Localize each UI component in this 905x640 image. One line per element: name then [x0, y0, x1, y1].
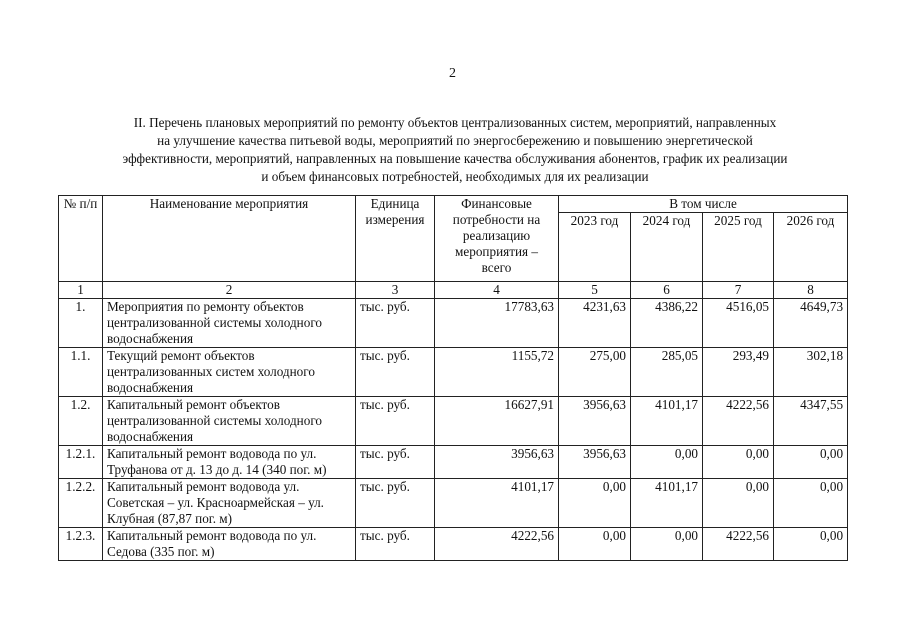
- total-amount: 1155,72: [435, 348, 559, 397]
- activities-table: [58, 195, 848, 561]
- amount-2025: 4222,56: [703, 528, 774, 561]
- header-unit: Единица измерения: [356, 196, 435, 282]
- page-number: 2: [449, 66, 456, 81]
- amount-2026: 302,18: [774, 348, 848, 397]
- row-number: 1.2.: [59, 397, 103, 446]
- amount-2023: 3956,63: [559, 397, 631, 446]
- unit: тыс. руб.: [356, 446, 435, 479]
- amount-2024: 4101,17: [631, 479, 703, 528]
- amount-2023: 0,00: [559, 479, 631, 528]
- table-row: [59, 299, 848, 348]
- activity-name: Текущий ремонт объектов централизованных систем холодного водоснабжения: [103, 348, 356, 397]
- heading-line: на улучшение качества питьевой воды, мероприятий по энергосбережению и повышению энергетической: [157, 133, 753, 148]
- heading-line: и объем финансовых потребностей, необходимых для их реализации: [261, 169, 649, 184]
- total-amount: 17783,63: [435, 299, 559, 348]
- table-row: [59, 397, 848, 446]
- column-number: 7: [703, 282, 774, 299]
- activity-name: Капитальный ремонт водовода ул. Советская – ул. Красноармейская – ул. Клубная (87,87 пог. м): [103, 479, 356, 528]
- column-number: 5: [559, 282, 631, 299]
- section-heading: [60, 114, 850, 186]
- table-row: [59, 528, 848, 561]
- unit: тыс. руб.: [356, 299, 435, 348]
- amount-2024: 285,05: [631, 348, 703, 397]
- header-finance: Финансовые потребности на реализацию мероприятия – всего: [435, 196, 559, 282]
- heading-line: II. Перечень плановых мероприятий по ремонту объектов централизованных систем, мероприятий, направленных: [133, 115, 777, 130]
- unit: тыс. руб.: [356, 479, 435, 528]
- total-amount: 3956,63: [435, 446, 559, 479]
- amount-2026: 0,00: [774, 528, 848, 561]
- amount-2026: 0,00: [774, 479, 848, 528]
- row-number: 1.2.3.: [59, 528, 103, 561]
- amount-2026: 4347,55: [774, 397, 848, 446]
- header-including: В том числе: [559, 196, 848, 213]
- amount-2024: 0,00: [631, 446, 703, 479]
- amount-2025: 0,00: [703, 479, 774, 528]
- column-number: 8: [774, 282, 848, 299]
- amount-2023: 4231,63: [559, 299, 631, 348]
- amount-2024: 0,00: [631, 528, 703, 561]
- unit: тыс. руб.: [356, 348, 435, 397]
- amount-2025: 4516,05: [703, 299, 774, 348]
- row-number: 1.2.2.: [59, 479, 103, 528]
- header-year-2024: 2024 год: [631, 213, 703, 282]
- amount-2024: 4386,22: [631, 299, 703, 348]
- amount-2025: 293,49: [703, 348, 774, 397]
- header-year-2026: 2026 год: [774, 213, 848, 282]
- table-row: [59, 348, 848, 397]
- amount-2026: 4649,73: [774, 299, 848, 348]
- column-number: 1: [59, 282, 103, 299]
- total-amount: 4222,56: [435, 528, 559, 561]
- table-row: [59, 479, 848, 528]
- amount-2026: 0,00: [774, 446, 848, 479]
- column-numbers-row: [59, 282, 848, 299]
- column-number: 3: [356, 282, 435, 299]
- activity-name: Мероприятия по ремонту объектов централизованной системы холодного водоснабжения: [103, 299, 356, 348]
- unit: тыс. руб.: [356, 528, 435, 561]
- column-number: 4: [435, 282, 559, 299]
- amount-2023: 3956,63: [559, 446, 631, 479]
- row-number: 1.2.1.: [59, 446, 103, 479]
- amount-2025: 4222,56: [703, 397, 774, 446]
- unit: тыс. руб.: [356, 397, 435, 446]
- amount-2023: 0,00: [559, 528, 631, 561]
- header-year-2023: 2023 год: [559, 213, 631, 282]
- header-year-2025: 2025 год: [703, 213, 774, 282]
- header-num: № п/п: [59, 196, 103, 282]
- table-row: [59, 446, 848, 479]
- amount-2024: 4101,17: [631, 397, 703, 446]
- row-number: 1.1.: [59, 348, 103, 397]
- total-amount: 4101,17: [435, 479, 559, 528]
- amount-2025: 0,00: [703, 446, 774, 479]
- row-number: 1.: [59, 299, 103, 348]
- activity-name: Капитальный ремонт объектов централизованной системы холодного водоснабжения: [103, 397, 356, 446]
- amount-2023: 275,00: [559, 348, 631, 397]
- activity-name: Капитальный ремонт водовода по ул. Труфанова от д. 13 до д. 14 (340 пог. м): [103, 446, 356, 479]
- header-name: Наименование мероприятия: [103, 196, 356, 282]
- activity-name: Капитальный ремонт водовода по ул. Седова (335 пог. м): [103, 528, 356, 561]
- column-number: 6: [631, 282, 703, 299]
- heading-line: эффективности, мероприятий, направленных на повышение качества обслуживания абонентов, график их реализации: [122, 151, 788, 166]
- total-amount: 16627,91: [435, 397, 559, 446]
- column-number: 2: [103, 282, 356, 299]
